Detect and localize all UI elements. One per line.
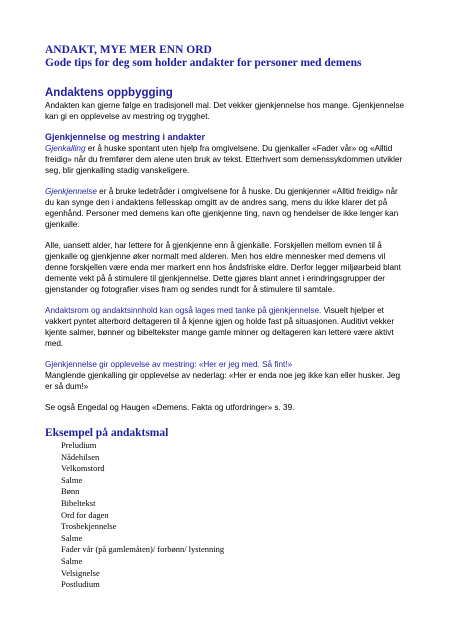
term-gjenkalling: Gjenkalling [45,144,86,153]
paragraph-nederlag: Manglende gjenkalling gir opplevelse av nederlag: «Her er enda noe jeg ikke kan eller husker. Jeg er så dum!» [45,371,401,391]
paragraph-andaktsrom [45,305,405,349]
list-item: Salme [61,555,83,566]
list-item: Velkomstord [61,463,105,474]
list-item: Fader vår (på gamlemåten)/ forbønn/ lystenning [61,544,225,555]
document-subtitle: Gode tips for deg som holder andakter for personer med demens [45,57,362,69]
list-item: Bibeltekst [61,497,96,508]
paragraph-alder: Alle, uansett alder, har lettere for å gjenkjenne enn å gjenkalle. Forskjellen mellom evnen til å gjenkalle og gjenkjenne øker normalt med alderen. Men hos eldre mennesker med demens vil denne forskjellen være enda mer markert enn hos åndsfriske eldre. Derfor legger miljøarbeid blant demente vekt på å stimulere til gjenkjennelse. Dette gjøres blant annet i erindringsgrupper der gjenstander og fotografier vises fram og sendes rundt for å stimulere til samtale. [45,241,401,294]
list-item: Preludium [61,440,97,450]
document-body [45,44,405,591]
list-item: Salme [61,532,83,543]
list-item: Nådehilsen [61,451,100,462]
list-item: Velsignelse [61,567,100,578]
paragraph-text: er å huske spontant uten hjelp fra omgivelsene. Du gjenkaller «Fader vår» og «Alltid freidig» når du fremfører dem alene uten bruk av tekst. Etterhvert som demenssykdommen utvikler seg, blir gjenkalling stadig vanskeligere. [45,144,403,175]
reference-note: Se også Engedal og Haugen «Demens. Fakta og utfordringer» s. 39. [45,403,295,412]
paragraph-text: Visuelt hjelper et vakkert pyntet alterbord deltageren til å kjenne igjen og holde fast på situasjonen. Auditivt vekker kjente salmer, bønner og bibeltekster mange gamle minner og deltageren kan lettere være aktivt med. [45,306,395,348]
section-heading-gjenkjennelse: Gjenkjennelse og mestring i andakter [45,132,206,142]
section-paragraph: Andakten kan gjerne følge en tradisjonell mal. Det vekker gjenkjennelse hos mange. Gjenkjennelse kan gi en opplevelse av mestring og trygghet. [45,101,405,121]
paragraph-text: er å bruke ledetråder i omgivelsene for å huske. Du gjenkjenner «Alltid freidig» når du kan synge den i andaktens fellesskap omgitt av de andres sang, mens du ikke klarer det på egenhånd. Personer med demens kan ofte gjenkjenne ting, navn og hendelser de ikke lenger kan gjenkalle. [45,187,399,229]
list-item: Trosbekjennelse [61,521,117,532]
list-item: Salme [61,474,83,485]
highlight-mestring: Gjenkjennelse gir opplevelse av mestring: «Her er jeg med. Så fint!» [45,360,293,369]
paragraph-gjenkalling [45,143,405,176]
paragraph-gjenkjennelse [45,186,405,230]
list-item: Bønn [61,486,80,497]
section-heading-andaktsmal: Eksempel på andaktsmal [45,427,169,439]
andaktsmal-list [45,440,405,591]
highlight-lead: Andaktsrom og andaktsinnhold kan også lages med tanke på gjenkjennelse. [45,306,322,315]
term-gjenkjennelse: Gjenkjennelse [45,187,97,196]
list-item: Postludium [61,579,100,590]
section-heading-oppbygging: Andaktens oppbygging [45,87,173,99]
list-item: Ord for dagen [61,509,109,520]
document-title: ANDAKT, MYE MER ENN ORD [45,44,212,56]
